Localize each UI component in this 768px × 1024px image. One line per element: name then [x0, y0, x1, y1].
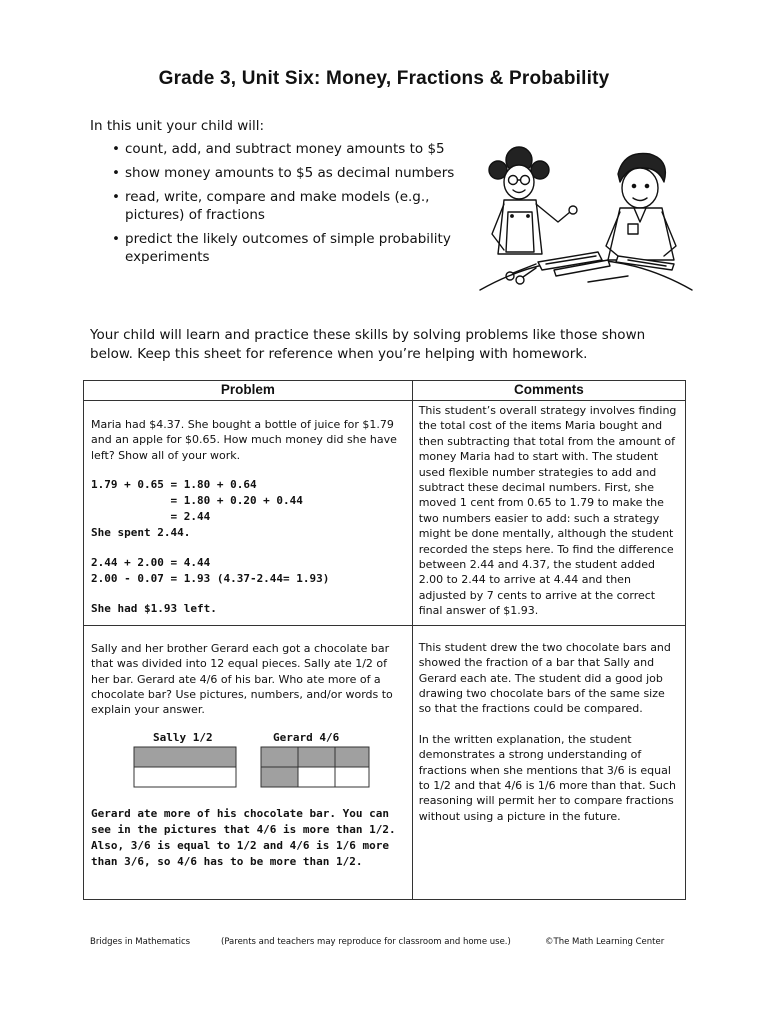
work-line: She had $1.93 left.: [91, 602, 217, 616]
list-item: • show money amounts to $5 as decimal numbers: [112, 165, 455, 181]
work-line: 1.79 + 0.65 = 1.80 + 0.64: [91, 478, 257, 492]
student-answer: Gerard ate more of his chocolate bar. You can see in the pictures that 4/6 is more than 1/2. Also, 3/6 is equal to 1/2 and 4/6 is 1/6 more than 3/6, so 4/6 has to be more than 1/2.: [91, 806, 396, 868]
work-line: = 2.44: [91, 510, 211, 524]
gerard-piece: [335, 747, 369, 767]
work-line: = 1.80 + 0.20 + 0.44: [91, 494, 303, 508]
problems-table: [83, 380, 686, 900]
chocolate-bars: [133, 746, 373, 790]
bullet-icon: •: [112, 165, 120, 181]
bullet-icon: •: [112, 189, 120, 205]
footer-reproduce-note: (Parents and teachers may reproduce for classroom and home use.): [221, 937, 511, 947]
page-title: Grade 3, Unit Six: Money, Fractions & Probability: [158, 68, 610, 89]
skills-list: [112, 140, 462, 272]
header-comments: Comments: [412, 381, 685, 401]
gerard-label: Gerard 4/6: [273, 730, 340, 744]
comment-paragraph: This student drew the two chocolate bars and showed the fraction of a bar that Sally and Gerard each ate. The student did a good job drawing two chocolate bars of the same size so that the fractions could be compared.: [418, 640, 671, 716]
header-problem: Problem: [84, 381, 413, 401]
list-item: • read, write, compare and make models (e.g., pictures) of fractions: [112, 189, 430, 223]
footer-source: Bridges in Mathematics: [90, 937, 191, 947]
comment-paragraph: In the written explanation, the student demonstrates a strong understanding of fractions when she mentions that 3/6 is equal to 1/2 and that 4/6 is 1/6 more than that. Such reasoning will permit her to compare fractions without using a picture in the future.: [418, 732, 676, 823]
table-row: [84, 401, 686, 626]
table-header-row: [84, 381, 686, 401]
work-line: 2.44 + 2.00 = 4.44: [91, 556, 211, 570]
comment-cell-fractions: [412, 625, 685, 899]
intro-text: In this unit your child will:: [90, 118, 265, 134]
list-item: • predict the likely outcomes of simple probability experiments: [112, 231, 451, 265]
problem-cell-money: [84, 401, 413, 626]
work-line: She spent 2.44.: [91, 526, 191, 540]
sally-unshaded-half: [134, 767, 236, 787]
sally-shaded-half: [134, 747, 236, 767]
gerard-piece: [298, 747, 335, 767]
gerard-piece: [261, 767, 298, 787]
table-row: [84, 625, 686, 899]
footer-copyright: ©The Math Learning Center: [545, 937, 665, 947]
problem-cell-fractions: [84, 625, 413, 899]
work-line: 2.00 - 0.07 = 1.93 (4.37-2.44= 1.93): [91, 572, 330, 586]
bullet-icon: •: [112, 141, 120, 157]
gerard-piece: [298, 767, 335, 787]
bullet-icon: •: [112, 231, 120, 247]
reference-paragraph: Your child will learn and practice these skills by solving problems like those shown below. Keep this sheet for reference when you’re helping with homework.: [90, 327, 646, 362]
list-item: • count, add, and subtract money amounts to $5: [112, 141, 445, 157]
problem-text: Sally and her brother Gerard each got a chocolate bar that was divided into 12 equal pieces. Sally ate 1/2 of her bar. Gerard ate 4/6 of his bar. Who ate more of a chocolate bar? Use pictures, numbers, and/or words to explain your answer.: [91, 641, 393, 717]
gerard-piece: [261, 747, 298, 767]
children-illustration: [478, 142, 694, 292]
chocolate-bars-drawing: [91, 730, 406, 790]
problem-text: Maria had $4.37. She bought a bottle of juice for $1.79 and an apple for $0.65. How much money did she have left? Show all of your work.: [91, 418, 397, 462]
comment-cell-money: This student’s overall strategy involves finding the total cost of the items Maria bought and then subtracting that total from the amount of money Maria had to start with. The student used flexible number strategies to add and subtract these decimal numbers. First, she moved 1 cent from 0.65 to 1.79 to make the two numbers easier to add: such a strategy might be done mentally, although the student recorded the steps here. To find the difference between 2.44 and 4.37, the student added 2.00 to 2.44 to arrive at 4.44 and then adjusted by 7 cents to arrive at the correct final answer of $1.93.: [412, 401, 685, 626]
gerard-piece: [335, 767, 369, 787]
sally-label: Sally 1/2: [153, 730, 213, 744]
